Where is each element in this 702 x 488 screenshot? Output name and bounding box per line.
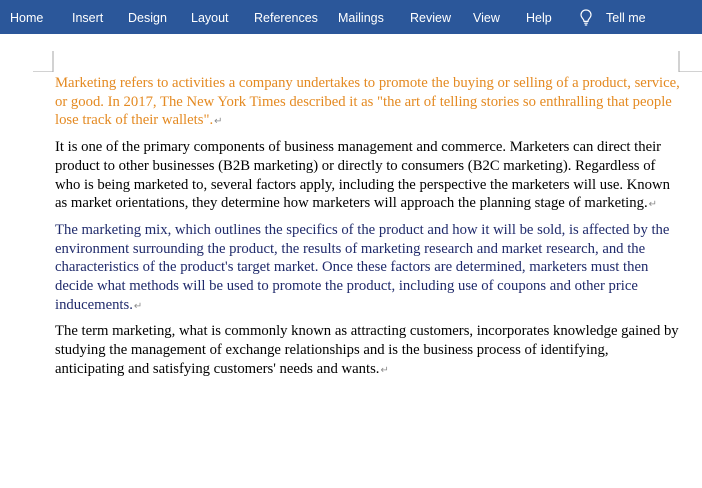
margin-corner-mark-left xyxy=(32,50,54,72)
paragraph-mark: ↵ xyxy=(214,116,223,128)
ribbon-tab-bar xyxy=(0,0,702,34)
tab-design[interactable]: Design xyxy=(128,11,167,25)
paragraph-2-text: It is one of the primary components of business management and commerce. Marketers can direct their product to other businesses (B2B marketing) or directly to consumers (B2C marketing). Regardless of who is being marketed to, several factors apply, including the perspective the marketers will use. Known as market orientations, they determine how marketers will approach the planning stage of marketing. xyxy=(55,139,670,212)
lightbulb-icon[interactable] xyxy=(580,9,592,26)
tell-me-search[interactable]: Tell me xyxy=(606,11,646,25)
document-page[interactable] xyxy=(0,34,702,488)
margin-corner-mark-right xyxy=(678,50,702,72)
tab-insert[interactable]: Insert xyxy=(72,11,104,25)
paragraph-4-text: The term marketing, what is commonly known as attracting customers, incorporates knowledge gained by studying the management of exchange relationships and is the business process of identifying, anticipating and satisfying customers' needs and wants. xyxy=(55,323,679,377)
paragraph-3-text: The marketing mix, which outlines the specifics of the product and how it will be sold, is affected by the environment surrounding the product, the results of marketing research and market research, and the characteristics of the product's target market. Once these factors are determined, marketers must then decide what methods will be used to promote the product, including use of coupons and other price inducements. xyxy=(55,221,670,313)
paragraph-mark: ↵ xyxy=(133,300,143,312)
tab-view[interactable]: View xyxy=(473,11,500,25)
tab-review[interactable]: Review xyxy=(410,11,451,25)
paragraph-1[interactable] xyxy=(55,74,680,132)
paragraph-4[interactable] xyxy=(55,322,680,380)
tab-layout[interactable]: Layout xyxy=(191,11,229,25)
tab-help[interactable]: Help xyxy=(526,11,552,25)
paragraph-2[interactable] xyxy=(55,138,680,215)
paragraph-1-text: Marketing refers to activities a company undertakes to promote the buying or selling of a product, service, or good. In 2017, The New York Times described it as "the art of telling stories so enthralling that people lose track of their wallets". xyxy=(55,75,680,129)
document-body[interactable] xyxy=(55,74,680,387)
tab-home[interactable]: Home xyxy=(10,11,44,25)
tab-references[interactable]: References xyxy=(254,11,318,25)
tab-mailings[interactable]: Mailings xyxy=(338,11,384,25)
paragraph-mark: ↵ xyxy=(648,199,658,211)
paragraph-3[interactable] xyxy=(55,221,680,317)
paragraph-mark: ↵ xyxy=(380,364,389,376)
